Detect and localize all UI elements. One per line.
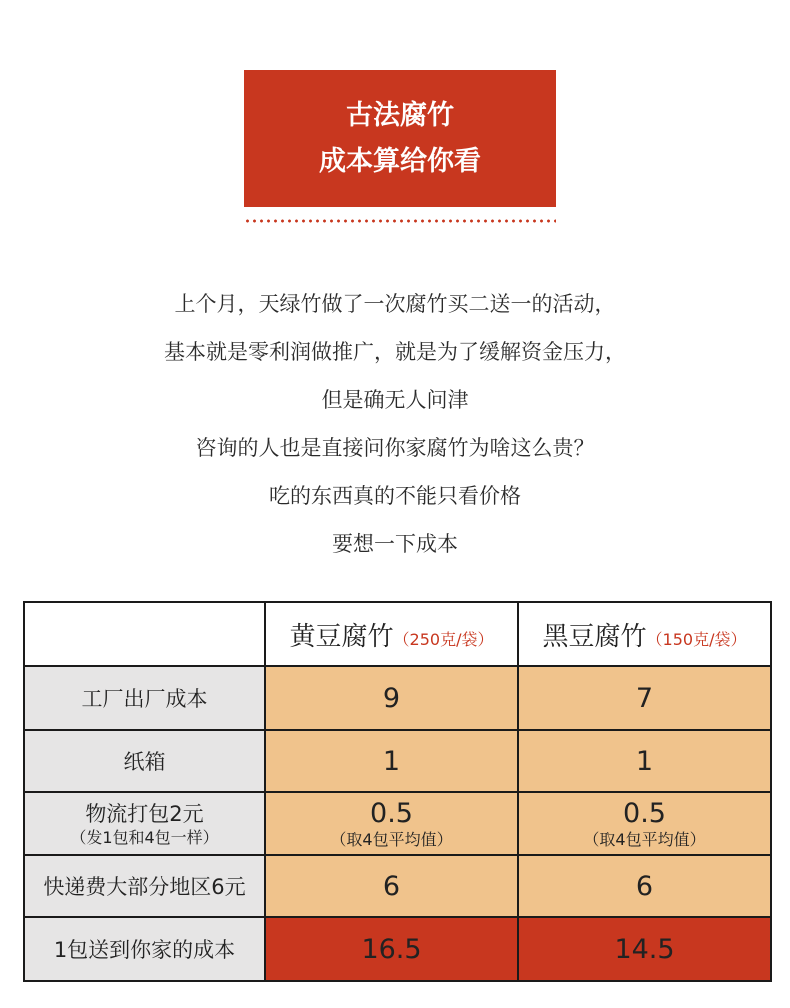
intro-paragraph <box>0 280 790 568</box>
row-label: 纸箱 <box>24 730 265 792</box>
row-value: 7 <box>518 666 771 730</box>
table-total-row <box>24 917 771 981</box>
column-name: 黄豆腐竹 <box>289 621 394 652</box>
column-unit: （150克/袋） <box>646 629 747 649</box>
row-value: 0.5 <box>370 797 413 829</box>
intro-line: 基本就是零利润做推广，就是为了缓解资金压力， <box>164 340 626 364</box>
row-value: 0.5 <box>623 797 666 829</box>
intro-line: 上个月，天绿竹做了一次腐竹买二送一的活动， <box>174 292 616 316</box>
row-label: 工厂出厂成本 <box>24 666 265 730</box>
table-row <box>24 730 771 792</box>
total-value: 16.5 <box>265 917 518 981</box>
row-value: 6 <box>265 855 518 917</box>
cost-table <box>23 601 772 982</box>
row-label-cell <box>24 792 265 855</box>
header-black-bean <box>518 602 771 666</box>
intro-line: 吃的东西真的不能只看价格 <box>269 484 521 508</box>
table-row <box>24 792 771 855</box>
row-label-note: （发1包和4包一样） <box>70 827 219 847</box>
title-banner <box>244 70 556 207</box>
row-value-cell <box>518 792 771 855</box>
title-line-1: 古法腐竹 <box>346 99 454 131</box>
intro-line: 咨询的人也是直接问你家腐竹为啥这么贵？ <box>195 436 595 460</box>
row-value-cell <box>265 792 518 855</box>
row-value: 1 <box>518 730 771 792</box>
table-header-row <box>24 602 771 666</box>
row-value: 9 <box>265 666 518 730</box>
row-label: 1包送到你家的成本 <box>24 917 265 981</box>
intro-line: 但是确无人问津 <box>321 388 469 412</box>
dotted-divider <box>244 219 556 223</box>
column-unit: （250克/袋） <box>393 629 494 649</box>
title-line-2: 成本算给你看 <box>319 145 481 177</box>
table-row <box>24 666 771 730</box>
header-empty-cell <box>24 602 265 666</box>
row-value: 6 <box>518 855 771 917</box>
header-yellow-bean <box>265 602 518 666</box>
total-value: 14.5 <box>518 917 771 981</box>
row-value-note: （取4包平均值） <box>330 829 453 849</box>
row-label: 快递费大部分地区6元 <box>24 855 265 917</box>
column-name: 黑豆腐竹 <box>542 621 647 652</box>
row-value: 1 <box>265 730 518 792</box>
row-value-note: （取4包平均值） <box>583 829 706 849</box>
intro-line: 要想一下成本 <box>332 532 458 556</box>
row-label: 物流打包2元 <box>85 801 204 826</box>
table-row <box>24 855 771 917</box>
